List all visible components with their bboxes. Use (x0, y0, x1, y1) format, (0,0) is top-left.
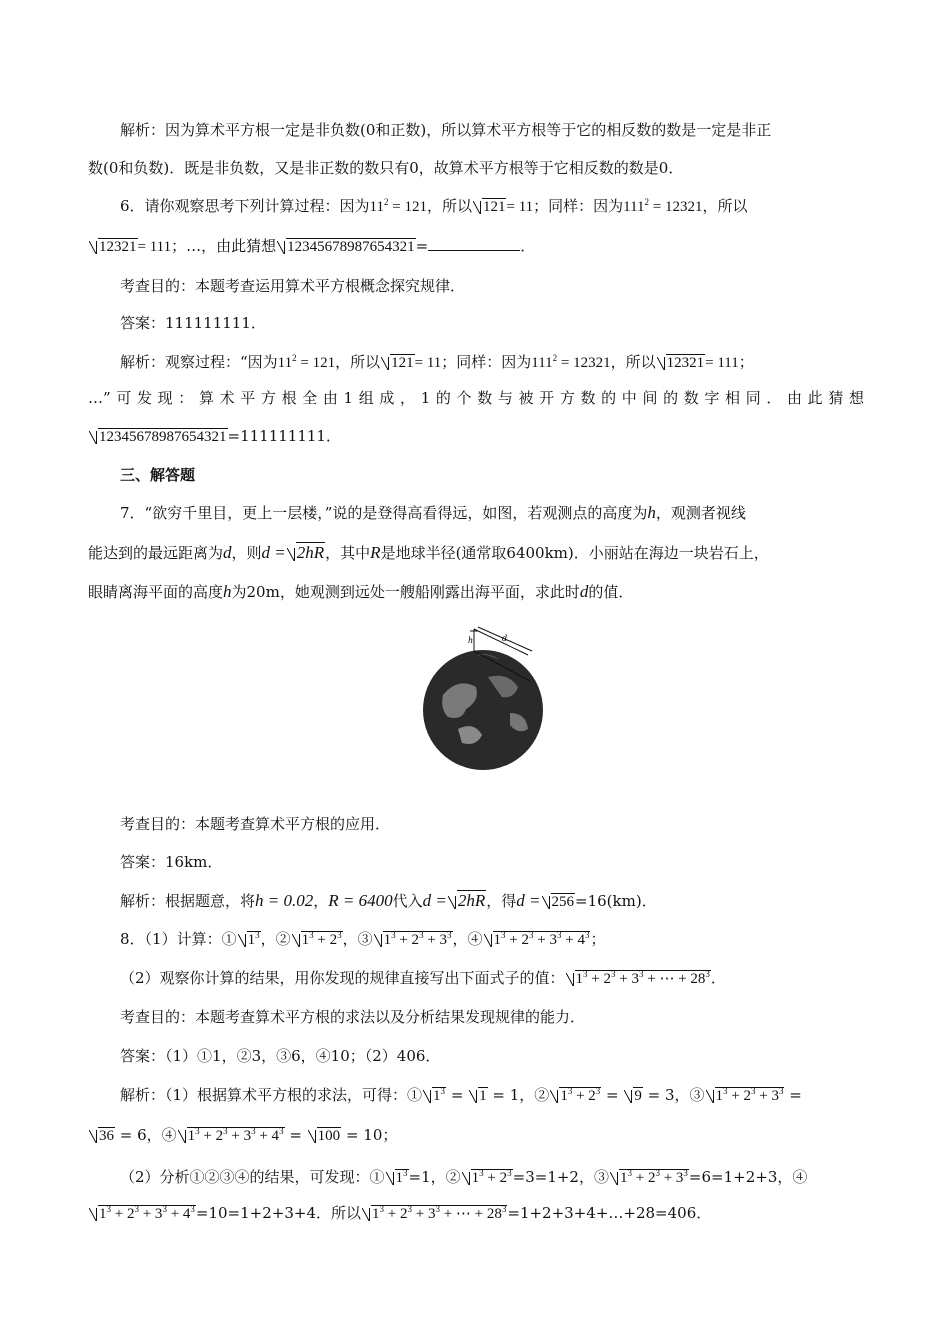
globe-figure (418, 617, 558, 772)
answer: 答案：16km． (120, 853, 223, 871)
sqrt-expression: $1^3 + 2^3 + 3^3 + 4^3$ (484, 929, 591, 950)
svg-text:d: d (502, 634, 508, 643)
text: = 111 (137, 239, 172, 255)
sqrt-expression: 256 (542, 891, 576, 912)
text: = 11 (506, 199, 534, 215)
sqrt-expression: 121 (381, 352, 415, 373)
question-8: 8．（1）计算：① $1^3$，② $1^3 + 2^3$，③ $1^3 + 2^3 + 3^3$，④ $1^3 + 2^3 + 3^3 + 4^3$； (120, 930, 606, 948)
text: ． (520, 237, 536, 255)
sqrt-expression: $1^3 + 2^3 + 3^3$ + ⋯ + $28^3$ (362, 1203, 507, 1224)
sqrt-expression: 121 (473, 196, 507, 217)
sqrt-expression: 100 (308, 1125, 342, 1146)
sqrt-expression: $1^3 + 2^3 + 3^3 + 4^3$ (178, 1125, 285, 1146)
sqrt-expression: $1^3 + 2^3 + 3^3$ (706, 1085, 785, 1106)
sqrt-expression: 12345678987654321 (89, 426, 228, 447)
sqrt-expression: 9 (624, 1085, 643, 1106)
text: 解析：观察过程：“因为 (120, 353, 278, 371)
question-6-cont: 12321= 111；…，由此猜想 12345678987654321= ． (88, 236, 864, 257)
answer-blank (428, 236, 520, 251)
sqrt-expression: 12321 (89, 236, 138, 257)
svg-text:h: h (468, 636, 474, 645)
sqrt-expression: $1^3 + 2^3$ (462, 1167, 513, 1188)
answer: 答案：111111111． (120, 314, 266, 332)
purpose: 考查目的：本题考查算术平方根的应用． (120, 815, 391, 833)
sqrt-expression: $1^3 + 2^3$ (550, 1085, 601, 1106)
question-6 (120, 196, 864, 217)
sqrt-expression: $1^3 + 2^3 + 3^3$ + ⋯ + $28^3$ (566, 968, 711, 989)
analysis: 解析：根据题意，将h = 0.02，R = 6400代入d = 2hR，得d = 256=16(km)． (120, 891, 657, 910)
question-7-cont: 眼睛离海平面的高度h为20m，她观测到远处一艘船刚露出海平面，求此时d的值． (88, 582, 634, 601)
question-7-cont: 能达到的最远距离为d，则d = 2hR，其中R是地球半径(通常取6400km)．小丽站在海边一块岩石上， (88, 543, 769, 562)
analysis: 解析：观察过程：“因为$11^2 = 121$，所以 121= 11；同样：因为$111^2 = 12321$，所以 12321= 111； (120, 353, 754, 371)
sqrt-expression: $1^3 + 2^3 + 3^3 + 4^3$ (89, 1203, 196, 1224)
sqrt-expression: 2hR (448, 891, 486, 911)
analysis-cont: 36 = 6，④ $1^3 + 2^3 + 3^3 + 4^3 = 100 = 10$； (88, 1125, 864, 1146)
equation: $111^2 = 12321$ (623, 197, 703, 215)
sqrt-expression: $1^3 + 2^3 + 3^3$ (610, 1167, 689, 1188)
text: ，所以 (702, 197, 748, 215)
sqrt-expression: $1^3$ (386, 1167, 409, 1188)
question-7: 7．“欲穷千里目，更上一层楼，”说的是登得高看得远，如图，若观测点的高度为h，观测者视线 (120, 503, 746, 522)
sqrt-expression: 12321 (657, 352, 706, 373)
sqrt-expression: $1^3$ (423, 1085, 446, 1106)
globe-illustration (418, 617, 558, 772)
sqrt-expression: $1^3 + 2^3 + 3^3$ (374, 929, 453, 950)
equation: $11^2 = 121$ (369, 197, 427, 215)
purpose: 考查目的：本题考查算术平方根的求法以及分析结果发现规律的能力． (120, 1008, 586, 1026)
text: ；同样：因为 (533, 197, 624, 215)
analysis: 解析：（1）根据算术平方根的求法，可得：① $1^3 = 1 = 1$，② $1^3 + 2^3 = 9 = 3$，③ $1^3 + 2^3 + 3^3$ = (120, 1086, 802, 1104)
analysis-cont: 12345678987654321=111111111． (88, 426, 864, 447)
text: 6．请你观察思考下列计算过程：因为 (120, 197, 370, 215)
analysis-part2: （2）分析①②③④的结果，可发现：① $1^3=1$，② $1^3 + 2^3=3=1+2$，③ $1^3 + 2^3 + 3^3=6=1+2+3$，④ (120, 1168, 808, 1186)
sqrt-expression: 12345678987654321 (277, 236, 416, 257)
text: ；…，由此猜想 (171, 237, 277, 255)
sqrt-expression: 2hR (287, 543, 325, 563)
paragraph: 解析：因为算术平方根一定是非负数(0和正数)，所以算术平方根等于它的相反数的数是一定是非正 (120, 121, 772, 139)
equation: $111^2 = 12321$ (531, 353, 611, 371)
sqrt-expression: $1^3$ (238, 929, 261, 950)
analysis-part2-cont: $1^3 + 2^3 + 3^3 + 4^3=10=1+2+3+4$．所以 $1^3 + 2^3 + 3^3$ + ⋯ + $28^3=1+2+3+4+\dots+28=406$． (88, 1203, 864, 1224)
answer: 答案：（1）①1，②3，③6，④10；（2）406． (120, 1047, 441, 1065)
paragraph: 数(0和负数)．既是非负数，又是非正数的数只有0，故算术平方根等于它相反数的数是0． (88, 159, 684, 177)
analysis-cont: …”可发现：算术平方根全由1组成，1的个数与被开方数的中间的数字相同．由此猜想 (88, 389, 864, 407)
sqrt-expression: 36 (89, 1125, 115, 1146)
sqrt-expression: 1 (469, 1085, 488, 1106)
sqrt-expression: $1^3 + 2^3$ (292, 929, 343, 950)
purpose: 考查目的：本题考查运用算术平方根概念探究规律． (120, 277, 466, 295)
section-heading: 三、解答题 (120, 466, 196, 484)
text: ，所以 (426, 197, 472, 215)
question-8-part2: （2）观察你计算的结果，用你发现的规律直接写出下面式子的值： $1^3 + 2^3 + 3^3$ + ⋯ + $28^3$． (120, 969, 726, 987)
equation: $11^2 = 121$ (277, 353, 336, 371)
